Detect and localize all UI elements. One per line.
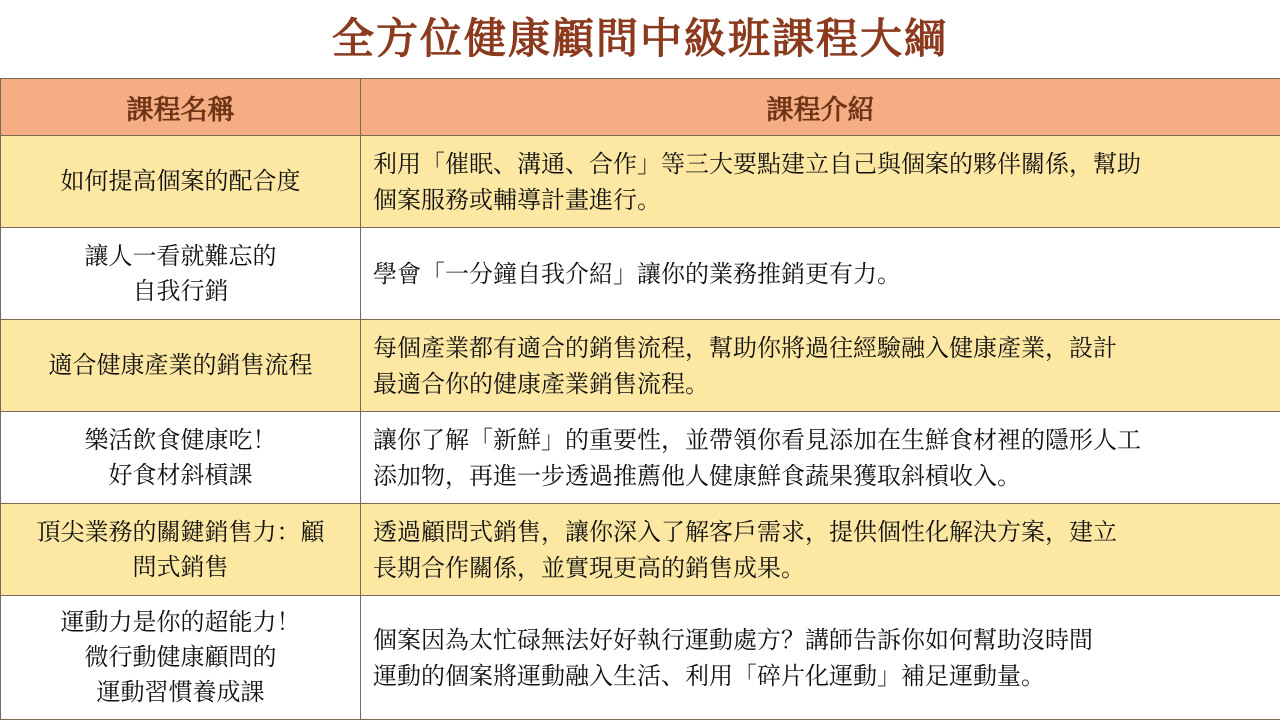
page-title: 全方位健康顧問中級班課程大綱: [331, 14, 948, 63]
course-name-line: 好食材斜槓課: [108, 460, 253, 489]
course-name-cell: [1, 596, 361, 720]
course-outline-table: [0, 78, 1280, 720]
course-name-line: 自我行銷: [132, 276, 229, 305]
course-name-line: 微行動健康顧問的: [84, 643, 277, 671]
course-name-cell: [1, 412, 361, 504]
course-name-cell: [1, 228, 361, 320]
course-description-line: 學會「一分鐘自我介紹」讓你的業務推銷更有力。: [373, 259, 901, 288]
table-header-row: [1, 79, 1280, 136]
table-row: [1, 136, 1280, 228]
table-row: [1, 320, 1280, 412]
column-header-course-description: 課程介紹: [361, 79, 1280, 136]
course-description-line: 利用「催眠、溝通、合作」等三大要點建立自己與個案的夥伴關係，幫助: [373, 149, 1141, 178]
table-row: [1, 412, 1280, 504]
course-description-cell: [361, 596, 1280, 720]
course-description-cell: [361, 320, 1280, 412]
course-name-line: 運動力是你的超能力！: [60, 608, 301, 636]
column-header-course-name: 課程名稱: [1, 79, 361, 136]
course-name-line: 適合健康產業的銷售流程: [48, 351, 313, 379]
course-description-line: 長期合作關係，並實現更高的銷售成果。: [373, 553, 805, 582]
course-description-line: 個案因為太忙碌無法好好執行運動處方？講師告訴你如何幫助沒時間: [373, 625, 1093, 654]
table-row: [1, 596, 1280, 720]
course-name-cell: [1, 136, 361, 228]
table-row: [1, 504, 1280, 596]
course-description-cell: [361, 136, 1280, 228]
course-name-line: 頂尖業務的關鍵銷售力：顧: [36, 517, 325, 546]
course-description-line: 添加物，再進一步透過推薦他人健康鮮食蔬果獲取斜槓收入。: [373, 461, 1021, 490]
course-name-cell: [1, 504, 361, 596]
course-description-line: 透過顧問式銷售，讓你深入了解客戶需求，提供個性化解決方案，建立: [373, 517, 1117, 546]
course-name-line: 如何提高個案的配合度: [60, 167, 301, 195]
course-description-line: 最適合你的健康產業銷售流程。: [373, 369, 709, 398]
course-name-line: 運動習慣養成課: [96, 678, 265, 706]
course-name-line: 樂活飲食健康吃！: [84, 425, 277, 454]
course-description-cell: [361, 228, 1280, 320]
course-description-line: 個案服務或輔導計畫進行。: [373, 185, 661, 214]
course-description-line: 讓你了解「新鮮」的重要性，並帶領你看見添加在生鮮食材裡的隱形人工: [373, 425, 1141, 454]
course-name-line: 問式銷售: [132, 552, 229, 581]
table-row: [1, 228, 1280, 320]
course-description-line: 每個產業都有適合的銷售流程，幫助你將過往經驗融入健康產業，設計: [373, 333, 1117, 362]
course-name-line: 讓人一看就難忘的: [84, 241, 277, 270]
course-description-cell: [361, 412, 1280, 504]
course-description-cell: [361, 504, 1280, 596]
course-name-cell: [1, 320, 361, 412]
course-description-line: 運動的個案將運動融入生活、利用「碎片化運動」補足運動量。: [373, 661, 1045, 690]
